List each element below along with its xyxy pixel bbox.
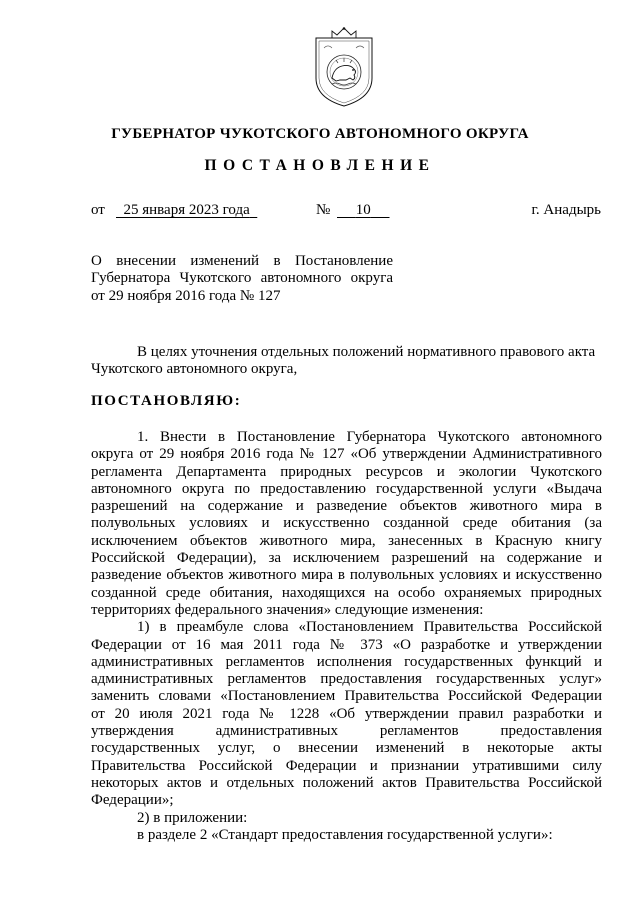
date-prefix: от	[91, 202, 105, 218]
body-line: некоторых актов и отдельных положений актов Правительства Российской	[91, 774, 602, 791]
body-line: 1) в преамбуле слова «Постановлением Правительства Российской	[137, 619, 602, 636]
body-line: созданной среде обитания, находящихся на особо охраняемых природных	[91, 584, 602, 601]
document-subject	[91, 253, 393, 305]
body-line: административных регламентов исполнения государственных функций и	[91, 653, 602, 670]
subject-line: Губернатора Чукотского автономного округа	[91, 270, 393, 287]
preamble-paragraph	[91, 344, 602, 379]
body-line: административных регламентов предоставления государственных услуг»	[91, 671, 602, 688]
body-line: Федерации от 16 мая 2011 года № 373 «О разработке и утверждении	[91, 636, 602, 653]
body-line: от 20 июля 2021 года № 1228 «Об утверждении правил разработки и	[91, 705, 602, 722]
body-line: государственных услуг, о внесении изменений в некоторые акты	[91, 740, 602, 757]
body-line: округа от 29 ноября 2016 года № 127 «Об утверждении Административного	[91, 446, 602, 463]
date-number-line	[91, 202, 601, 222]
body-line: регламента Департамента природных ресурсов и экологии Чукотского	[91, 463, 602, 480]
body-line: Федерации»;	[91, 792, 174, 809]
document-type-title: ПОСТАНОВЛЕНИЕ	[204, 157, 436, 174]
paragraph-1	[91, 429, 602, 619]
number-prefix: №	[316, 202, 331, 218]
coat-of-arms-emblem	[310, 26, 378, 108]
city: г. Анадырь	[531, 202, 601, 218]
body-line: исключением объектов животного мира, занесенных в Красную книгу	[91, 532, 602, 549]
governor-title: ГУБЕРНАТОР ЧУКОТСКОГО АВТОНОМНОГО ОКРУГА	[111, 126, 529, 142]
body-line: утверждения административных регламентов предоставления	[91, 723, 602, 740]
body-line: автономного округа по предоставлению государственной услуги «Выдача	[91, 480, 602, 497]
document-number: 10	[355, 202, 371, 218]
document-date: 25 января 2023 года	[123, 202, 250, 218]
body-line: территориях федерального значения» следующие изменения:	[91, 601, 484, 618]
paragraph-2	[91, 619, 602, 809]
preamble-text: В целях уточнения отдельных положений нормативного правового акта Чукотского автономного округа,	[91, 344, 596, 378]
body-line: разрешений на содержание и разведение объектов животного мира в	[91, 498, 602, 515]
body-line: 1. Внести в Постановление Губернатора Чукотского автономного	[137, 429, 602, 445]
body-line: разведение объектов животного мира в полувольных условиях и искусственно	[91, 567, 602, 584]
paragraph-4: в разделе 2 «Стандарт предоставления государственной услуги»:	[137, 826, 553, 843]
body-line: Правительства Российской Федерации и признании утратившими силу	[91, 757, 602, 774]
document-body	[91, 429, 602, 844]
body-line: Российской Федерации), за исключением разрешений на содержание и	[91, 550, 602, 567]
body-line: полувольных условиях и искусственно созданной среде обитания (за	[91, 515, 602, 532]
paragraph-3: 2) в приложении:	[137, 809, 248, 826]
decree-heading: ПОСТАНОВЛЯЮ:	[91, 393, 242, 409]
subject-line: О внесении изменений в Постановление	[91, 253, 393, 269]
body-line: заменить словами «Постановлением Правительства Российской Федерации	[91, 688, 602, 705]
subject-line: от 29 ноября 2016 года № 127	[91, 287, 281, 304]
